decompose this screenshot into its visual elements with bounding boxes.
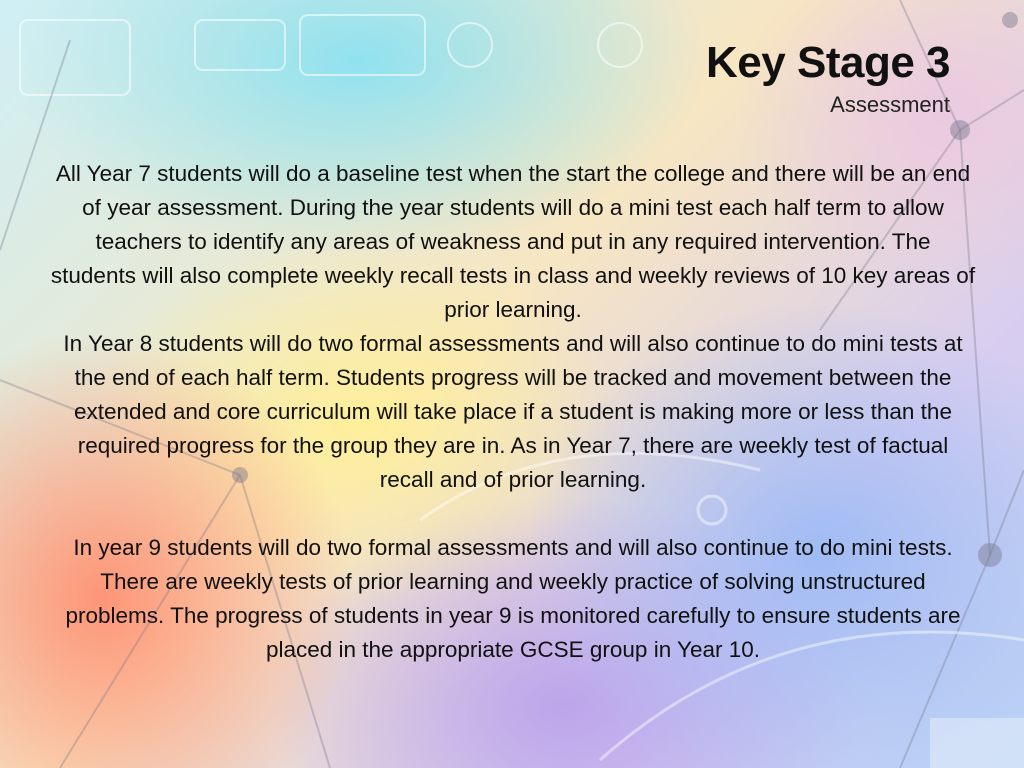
slide-title: Key Stage 3 bbox=[706, 38, 950, 87]
paragraph-spacer bbox=[50, 497, 976, 531]
assessment-body bbox=[50, 157, 976, 667]
year-8-paragraph: In Year 8 students will do two formal assessments and will also continue to do mini tests at the end of each half term. Students progress will be tracked and movement between the extended and core curriculum will take place if a student is making more or less than the required progress for the group they are in. As in Year 7, there are weekly test of factual recall and of prior learning. bbox=[63, 331, 963, 492]
year-9-paragraph: In year 9 students will do two formal assessments and will also continue to do mini tests. There are weekly tests of prior learning and weekly practice of solving unstructured problems. The progress of students in year 9 is monitored carefully to ensure students are placed in the appropriate GCSE group in Year 10. bbox=[65, 535, 961, 662]
slide-subtitle: Assessment bbox=[830, 92, 950, 117]
year-7-paragraph: All Year 7 students will do a baseline test when the start the college and there will be an end of year assessment. During the year students will do a mini test each half term to allow teachers to identify any areas of weakness and put in any required intervention. The students will also complete weekly recall tests in class and weekly reviews of 10 key areas of prior learning. bbox=[50, 161, 976, 322]
